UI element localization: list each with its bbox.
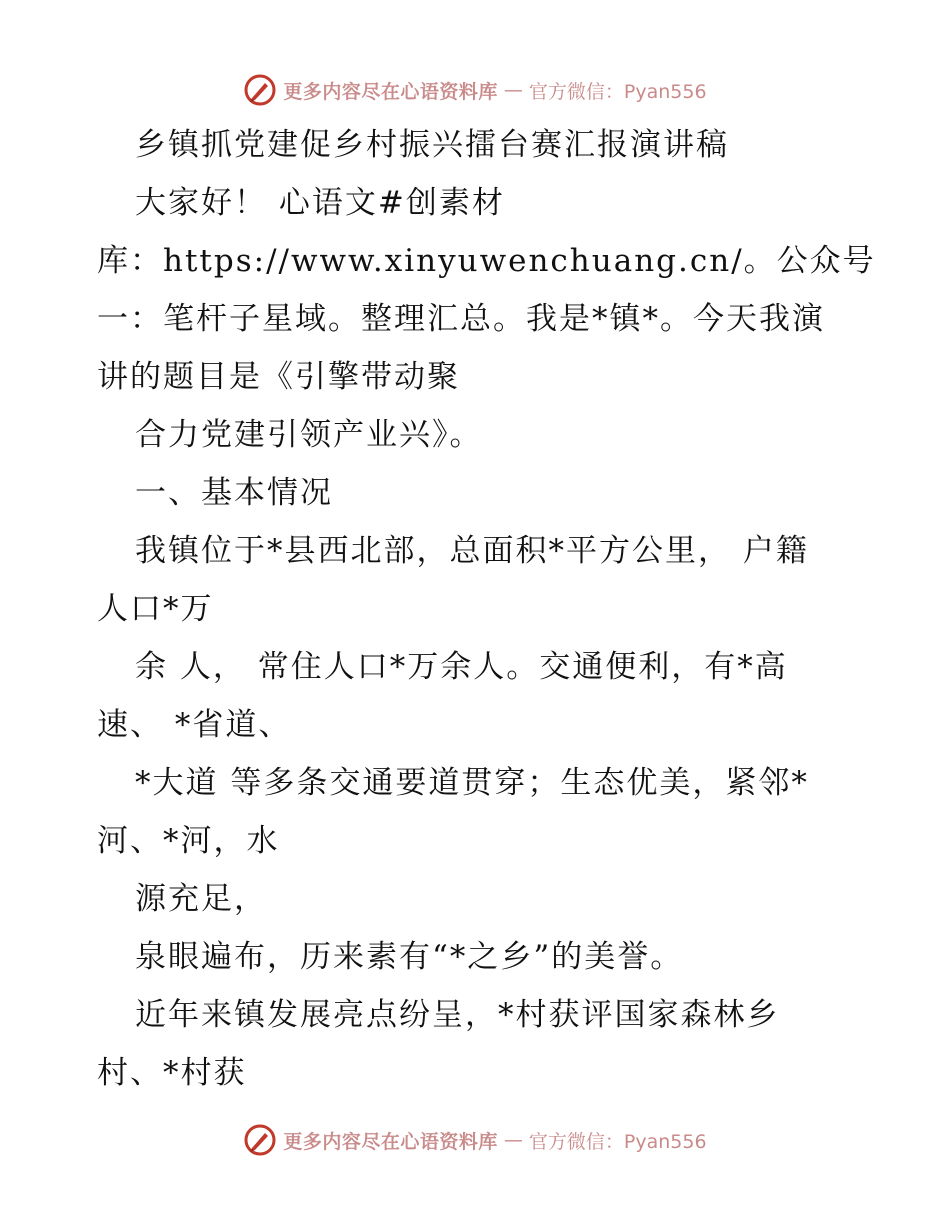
banner-contact: 官方微信：Pyan556 bbox=[528, 80, 707, 103]
pen-logo-icon bbox=[243, 73, 277, 107]
banner-separator: — bbox=[503, 79, 523, 101]
text-line: 讲的题目是《引擎带动聚 bbox=[97, 359, 460, 395]
text-line: 河、*河，水 bbox=[97, 823, 280, 859]
text-line: 泉眼遍布，历来素有“*之乡”的美誉。 bbox=[135, 939, 684, 975]
banner-separator: — bbox=[503, 1129, 523, 1151]
text-line: 村、*村获 bbox=[97, 1055, 247, 1091]
text-line: 人口*万 bbox=[97, 591, 214, 627]
banner-text: 更多内容尽在心语资料库 bbox=[283, 1130, 498, 1153]
text-line: 速、 *省道、 bbox=[97, 707, 292, 743]
section-heading: 一、基本情况 bbox=[135, 475, 333, 511]
document-body bbox=[97, 116, 876, 1102]
banner-text: 更多内容尽在心语资料库 bbox=[283, 80, 498, 103]
text-line: 我镇位于*县西北部，总面积*平方公里， 户籍 bbox=[135, 533, 809, 569]
text-line: 近年来镇发展亮点纷呈，*村获评国家森林乡 bbox=[135, 997, 780, 1033]
header-banner bbox=[0, 70, 950, 110]
text-line: 余 人， 常住人口*万余人。交通便利，有*高 bbox=[135, 649, 788, 685]
text-line: 库：https://www.xinyuwenchuang.cn/。公众号 bbox=[97, 243, 876, 279]
text-line: 一：笔杆子星域。整理汇总。我是*镇*。今天我演 bbox=[97, 301, 825, 337]
footer-banner bbox=[0, 1120, 950, 1160]
text-line: 源充足， bbox=[135, 881, 267, 917]
text-line: *大道 等多条交通要道贯穿；生态优美，紧邻* bbox=[135, 765, 809, 801]
text-line: 大家好！ 心语文#创素材 bbox=[135, 185, 505, 221]
banner-contact: 官方微信：Pyan556 bbox=[528, 1130, 707, 1153]
text-line: 合力党建引领产业兴》。 bbox=[135, 417, 483, 453]
document-title: 乡镇抓党建促乡村振兴擂台赛汇报演讲稿 bbox=[135, 127, 729, 163]
pen-logo-icon bbox=[243, 1123, 277, 1157]
